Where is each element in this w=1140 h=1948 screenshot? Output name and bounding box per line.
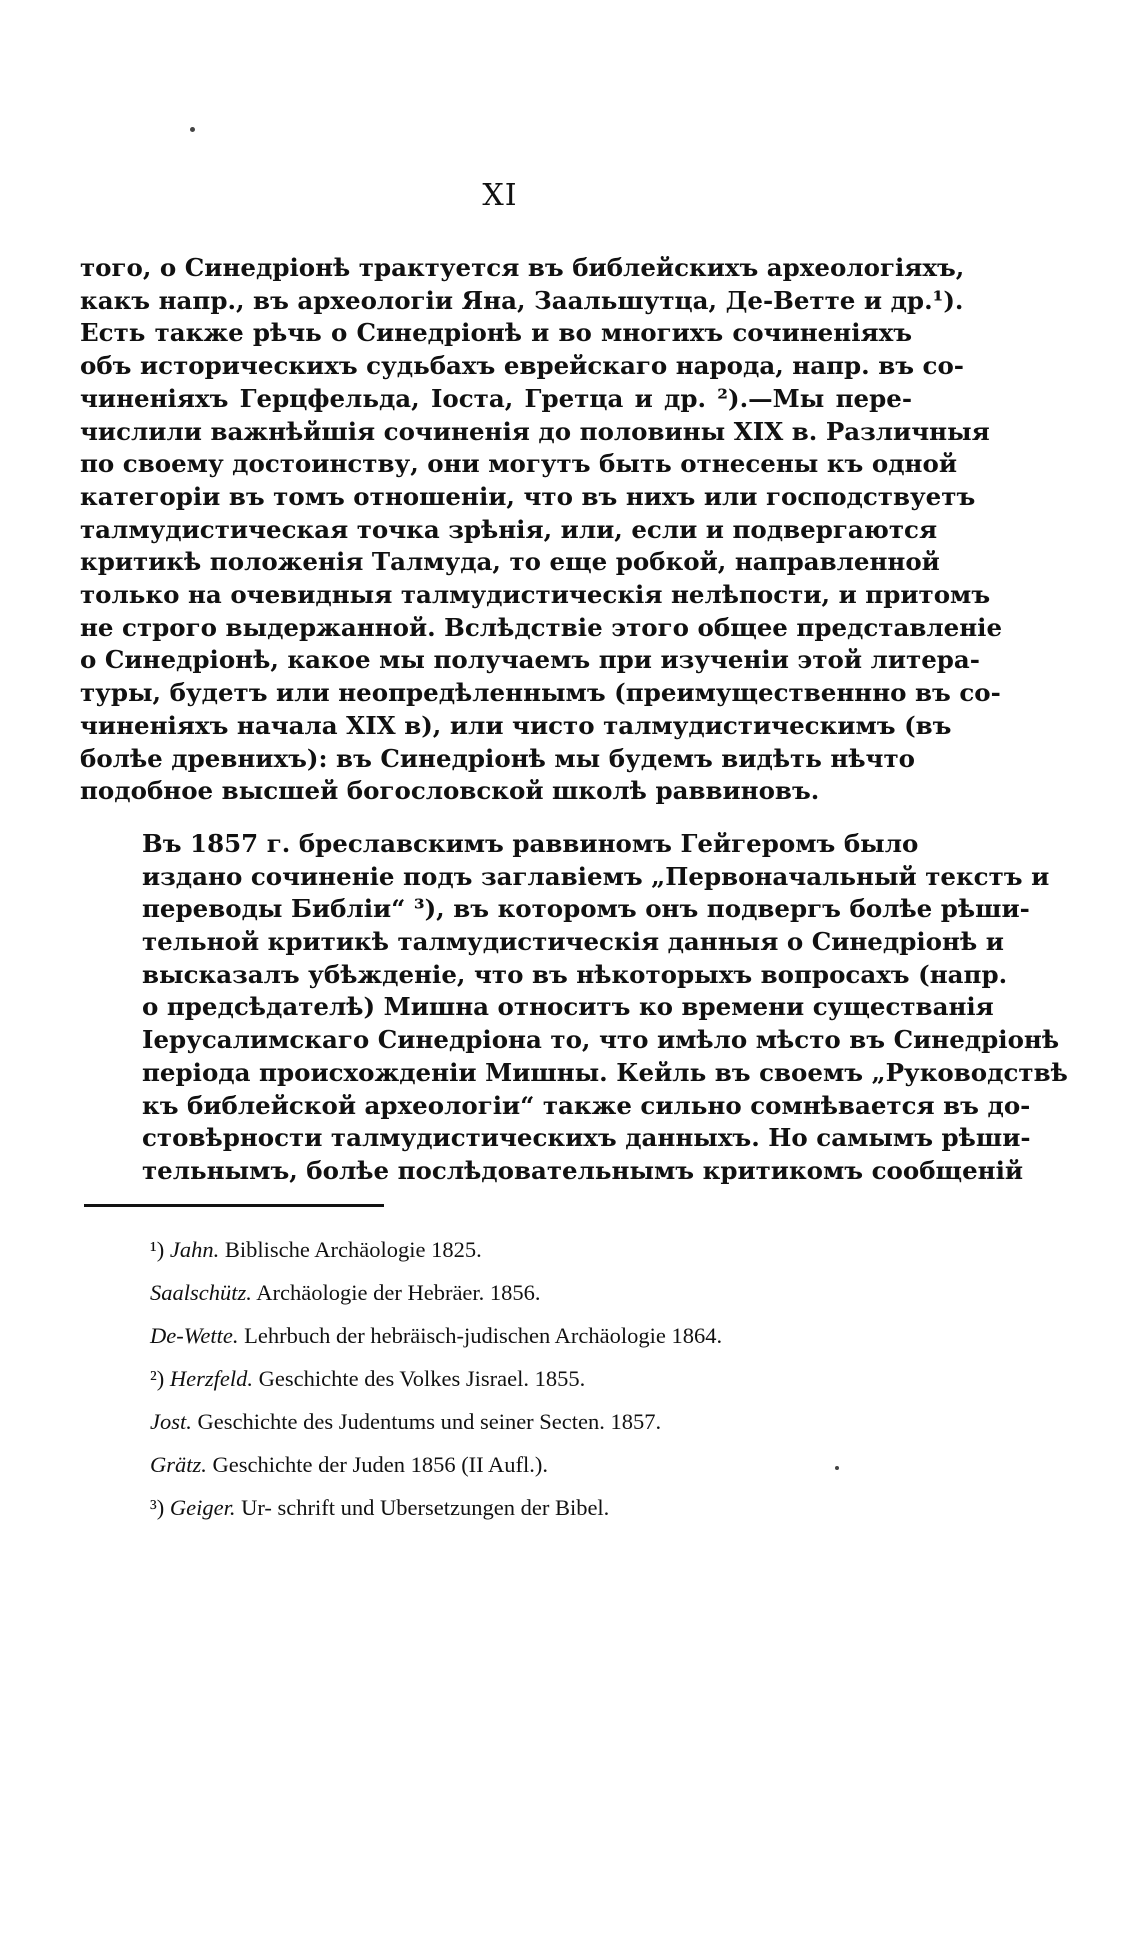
footnote-author: Saalschütz.	[150, 1280, 252, 1305]
footnote-marker: ²)	[150, 1366, 165, 1391]
text-line: категоріи въ томъ отношеніи, что въ нихъ или господствуетъ	[80, 481, 976, 511]
body-text	[80, 252, 1068, 1188]
text-line: періода происхожденіи Мишны. Кейль въ своемъ „Руководствѣ	[142, 1057, 1068, 1087]
footnote-author: Geiger.	[169, 1495, 236, 1520]
text-line: къ библейской археологіи“ также сильно сомнѣвается въ до-	[142, 1090, 1031, 1120]
footnote-text: Geschichte des Volkes Jisrael. 1855.	[258, 1366, 586, 1391]
text-line: о Синедріонѣ, какое мы получаемъ при изученіи этой литера-	[80, 645, 980, 675]
footnote-entry	[150, 1314, 910, 1357]
footnote-text: Biblische Archäologie 1825.	[224, 1237, 482, 1262]
text-line: чиненіяхъ Герцфельда, Іоста, Гретца и др. ²).—Мы пере-	[80, 383, 912, 413]
footnote-author: Grätz.	[150, 1452, 207, 1477]
text-line: Въ 1857 г. бреславскимъ раввиномъ Гейгеромъ было	[142, 828, 919, 858]
footnote-entry	[150, 1271, 910, 1314]
text-line: подобное высшей богословской школѣ раввиновъ.	[80, 776, 820, 806]
footnote-entry	[150, 1400, 910, 1443]
footnote-author: Herzfeld.	[169, 1366, 253, 1391]
text-line: талмудистическая точка зрѣнія, или, если и подвергаются	[80, 514, 938, 544]
footnote-marker: ³)	[150, 1495, 165, 1520]
footnote-entry	[150, 1486, 910, 1529]
text-line: какъ напр., въ археологіи Яна, Заальшутца, Де-Ветте и др.¹).	[80, 285, 964, 315]
footnote-text: Geschichte des Judentums und seiner Secten. 1857.	[197, 1409, 662, 1434]
text-line: о предсѣдателѣ) Мишна относитъ ко времени существанія	[142, 992, 994, 1022]
paragraph-2	[80, 828, 1068, 1188]
footnote-text: Ur- schrift und Ubersetzungen der Bibel.	[241, 1495, 610, 1520]
footnote-text: Lehrbuch der hebräisch-judischen Archäologie 1864.	[244, 1323, 723, 1348]
text-line: издано сочиненіе подъ заглавіемъ „Первоначальный текстъ и	[142, 861, 1050, 891]
text-line: болѣе древнихъ): въ Синедріонѣ мы будемъ видѣть нѣчто	[80, 743, 915, 773]
text-line: числили важнѣйшія сочиненія до половины XIX в. Различныя	[80, 416, 990, 446]
text-line: Есть также рѣчь о Синедріонѣ и во многихъ сочиненіяхъ	[80, 318, 912, 348]
footnote-text: Archäologie der Hebräer. 1856.	[256, 1280, 541, 1305]
ink-speck	[190, 127, 195, 132]
text-line: переводы Библіи“ ³), въ которомъ онъ подвергъ болѣе рѣши-	[142, 894, 1030, 924]
text-line: стовѣрности талмудистическихъ данныхъ. Но самымъ рѣши-	[142, 1123, 1031, 1153]
text-line: Іерусалимскаго Синедріона то, что имѣло мѣсто въ Синедріонѣ	[142, 1025, 1060, 1055]
text-line: только на очевидныя талмудистическія нелѣпости, и притомъ	[80, 580, 991, 610]
text-line: по своему достоинству, они могутъ быть отнесены къ одной	[80, 449, 957, 479]
text-line: высказалъ убѣжденіе, что въ нѣкоторыхъ вопросахъ (напр.	[142, 959, 1008, 989]
page-number: XI	[482, 178, 518, 213]
footnote-entry	[150, 1357, 910, 1400]
text-line: туры, будетъ или неопредѣленнымъ (преимущественнно въ со-	[80, 678, 1001, 708]
footnote-marker: ¹)	[150, 1237, 165, 1262]
text-line: чиненіяхъ начала XIX в), или чисто талмудистическимъ (въ	[80, 710, 952, 740]
text-line: того, о Синедріонѣ трактуется въ библейскихъ археологіяхъ,	[80, 253, 965, 282]
footnote-text: Geschichte der Juden 1856 (II Aufl.).	[212, 1452, 549, 1477]
footnote-author: Jost.	[150, 1409, 192, 1434]
footnote-separator	[84, 1204, 384, 1207]
footnote-entry	[150, 1228, 910, 1271]
footnote-entry	[150, 1443, 910, 1486]
paragraph-1	[80, 252, 1003, 808]
footnote-author: Jahn.	[169, 1237, 220, 1262]
text-line: критикѣ положенія Талмуда, то еще робкой, направленной	[80, 547, 940, 577]
text-line: объ историческихъ судьбахъ еврейскаго народа, напр. въ со-	[80, 351, 964, 381]
footnotes	[150, 1228, 910, 1529]
text-line: тельнымъ, болѣе послѣдовательнымъ критикомъ сообщеній	[142, 1155, 1024, 1185]
footnote-author: De-Wette.	[150, 1323, 239, 1348]
text-line: тельной критикѣ талмудистическія данныя о Синедріонѣ и	[142, 927, 1004, 957]
text-line: не строго выдержанной. Вслѣдствіе этого общее представленіе	[80, 612, 1003, 642]
